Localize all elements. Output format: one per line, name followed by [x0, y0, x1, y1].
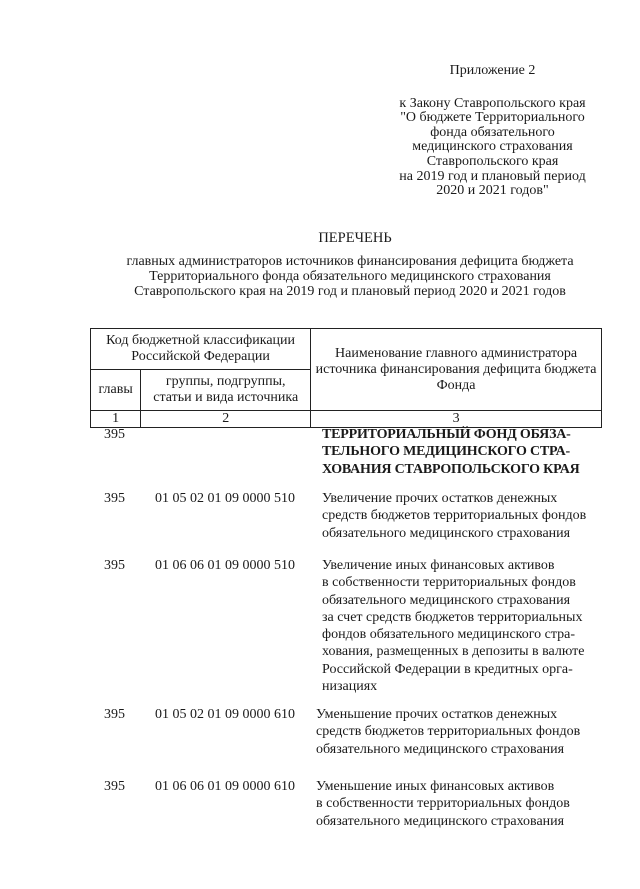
appendix-line: Ставропольского края	[426, 153, 559, 169]
row-name-line: обязательного медицинского страхования	[322, 592, 571, 608]
row-name-line: хования, размещенных в депозиты в валюте	[322, 644, 585, 660]
chief-column-header: главы	[91, 370, 141, 411]
row-name-line: фондов обязательного медицинского стра-	[322, 627, 576, 643]
row-source-code: 01 06 06 01 09 0000 610	[155, 779, 295, 794]
row-name	[322, 557, 614, 695]
row-chief-code: 395	[104, 491, 125, 506]
name-column-header: Наименование главного администратора источника финансирования дефицита бюджета Фонда	[311, 329, 602, 411]
subtitle-line: Территориального фонда обязательного медицинского страхования	[149, 269, 551, 284]
document-heading: ПЕРЕЧЕНЬ	[318, 230, 392, 246]
appendix-block	[370, 64, 615, 199]
appendix-line: медицинского страхования	[412, 139, 573, 155]
code-column-header: группы, подгруппы, статьи и вида источника	[141, 370, 311, 411]
row-name-line: средств бюджетов территориальных фондов	[316, 724, 581, 740]
row-name-line: в собственности территориальных фондов	[316, 796, 570, 812]
row-source-code: 01 05 02 01 09 0000 610	[155, 707, 295, 722]
row-name-line: ТЕРРИТОРИАЛЬНЫЙ ФОНД ОБЯЗА-	[322, 427, 571, 442]
row-name-line: ХОВАНИЯ СТАВРОПОЛЬСКОГО КРАЯ	[322, 461, 580, 477]
row-name-line: обязательного медицинского страхования	[316, 741, 565, 757]
row-name-line: обязательного медицинского страхования	[322, 525, 571, 541]
row-name	[316, 706, 608, 758]
appendix-title: Приложение 2	[449, 63, 536, 78]
row-name-line: Уменьшение иных финансовых активов	[316, 779, 555, 794]
row-name-line: Российской Федерации в кредитных орга-	[322, 661, 573, 677]
column-number-3: 3	[311, 411, 602, 428]
code-group-header: Код бюджетной классификации Российской Федерации	[91, 329, 311, 370]
document-subtitle	[90, 254, 610, 299]
row-name	[316, 778, 608, 830]
appendix-line: "О бюджете Территориального	[400, 110, 585, 126]
row-source-code: 01 06 06 01 09 0000 510	[155, 558, 295, 573]
row-name-line: обязательного медицинского страхования	[316, 813, 565, 829]
row-name-line: Уменьшение прочих остатков денежных	[316, 707, 558, 722]
appendix-line: фонда обязательного	[430, 124, 555, 140]
subtitle-line: Ставропольского края на 2019 год и плановый период 2020 и 2021 годов	[134, 284, 566, 299]
row-name-line: в собственности территориальных фондов	[322, 575, 576, 591]
row-chief-code: 395	[104, 707, 125, 722]
row-name-line: Увеличение иных финансовых активов	[322, 558, 555, 573]
row-name-line: низациях	[322, 679, 378, 695]
column-number-2: 2	[141, 411, 311, 428]
subtitle-line: главных администраторов источников финансирования дефицита бюджета	[126, 254, 574, 269]
row-chief-code: 395	[104, 558, 125, 573]
row-name	[322, 490, 614, 542]
row-name-line: за счет средств бюджетов территориальных	[322, 609, 583, 625]
row-name	[322, 426, 614, 478]
table-header	[90, 328, 602, 428]
row-name-line: средств бюджетов территориальных фондов	[322, 508, 587, 524]
appendix-line: 2020 и 2021 годов"	[436, 183, 549, 199]
row-chief-code: 395	[104, 427, 125, 442]
appendix-line: на 2019 год и плановый период	[399, 168, 586, 184]
column-number-1: 1	[91, 411, 141, 428]
row-chief-code: 395	[104, 779, 125, 794]
row-name-line: ТЕЛЬНОГО МЕДИЦИНСКОГО СТРА-	[322, 444, 570, 460]
row-name-line: Увеличение прочих остатков денежных	[322, 491, 558, 506]
row-source-code: 01 05 02 01 09 0000 510	[155, 491, 295, 506]
appendix-line: к Закону Ставропольского края	[399, 95, 586, 111]
